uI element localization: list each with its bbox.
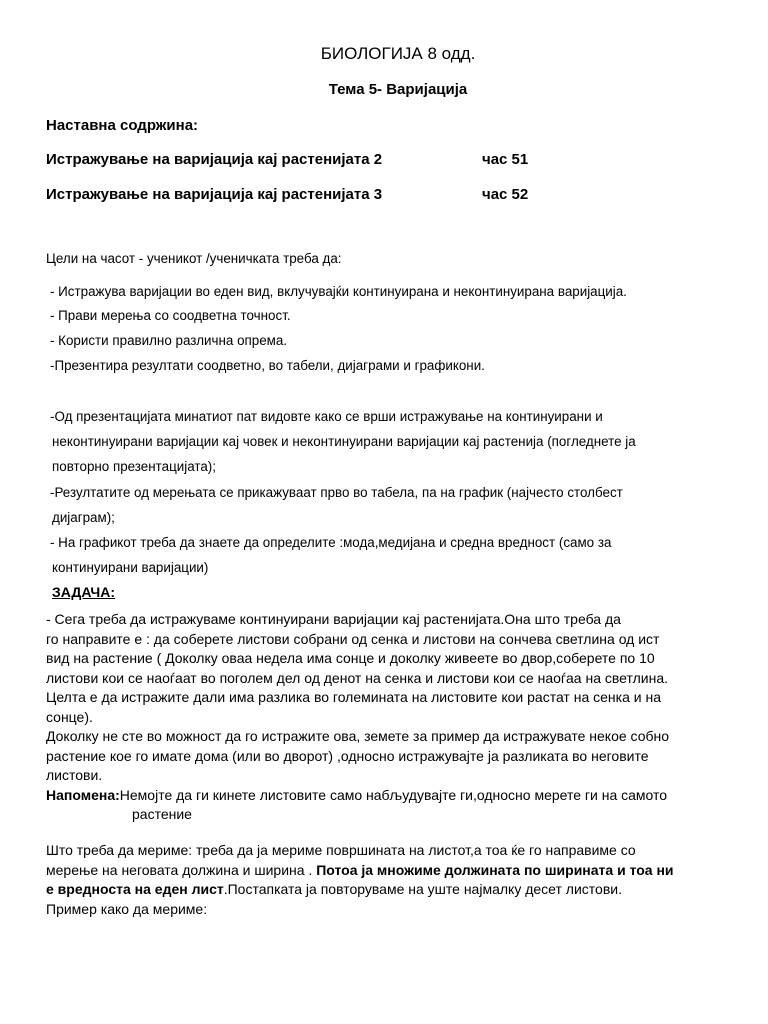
measure-bold-text: е вредноста на еден лист: [46, 881, 224, 897]
document-title: БИОЛОГИЈА 8 одд.: [320, 44, 476, 63]
lesson-title: Истражување на варијација кај растенијата 3: [46, 186, 383, 203]
task-line: листови.: [46, 767, 103, 783]
note-line: повторно презентацијата);: [52, 459, 216, 474]
task-line: листови кои се наоѓаат во поголем дел од денот на сенка и листови кои се наоѓаа на светлина.: [46, 669, 668, 686]
measure-text: мерење на неговата должина и ширина .: [46, 861, 317, 878]
task-line: Целта е да истражите дали има разлика во големината на листовите кои растат на сенка и на: [46, 689, 661, 705]
note-line: неконтинуирани варијации кај човек и неконтинуирани варијации кај растенија (погледнете ја: [52, 434, 636, 449]
measure-body: [46, 841, 746, 919]
document-subtitle: Тема 5- Варијација: [328, 81, 468, 98]
task-line: Доколку не сте во можност да го истражите ова, земете за пример да истражувате некое собно: [46, 728, 670, 744]
lesson-time: час 52: [482, 186, 529, 203]
note-paragraph: [46, 786, 746, 806]
goal-item: - Прави мерења со соодветна точност.: [50, 308, 291, 323]
measure-line: [46, 880, 746, 900]
lesson-time: час 51: [482, 151, 529, 168]
measure-bold-text: Потоа ја множиме должината по ширината и тоа ни: [316, 861, 674, 878]
measure-line: Што треба да мериме: треба да ја мериме површината на листот,а тоа ќе го направиме со: [46, 842, 636, 858]
note-label: Напомена:: [46, 786, 120, 803]
note-line: дијаграм);: [52, 510, 115, 525]
goals-intro: Цели на часот - ученикот /ученичката треба да:: [46, 251, 342, 266]
task-body: [46, 610, 746, 825]
task-line: вид на растение ( Доколку оваа недела има сонце и доколку живеете во двор,соберете по 10: [46, 650, 655, 666]
goal-item: -Презентира резултати соодветно, во табели, дијаграми и графикони.: [50, 358, 485, 373]
task-line: - Сега треба да истражуваме континуирани варијации кај растенијата.Она што треба да: [46, 611, 621, 627]
task-line: сонце).: [46, 708, 93, 725]
task-line: го направите е : да соберете листови собрани од сенка и листови на сончева светлина од ист: [46, 630, 660, 647]
note-line: -Резултатите од мерењата се прикажуваат прво во табела, па на график (најчесто столбест: [50, 485, 623, 500]
measure-text: .Постапката ја повторуваме на уште најмалку десет листови.: [223, 881, 622, 897]
task-heading: ЗАДАЧА:: [52, 584, 116, 600]
measure-line: [46, 861, 746, 881]
measure-example-line: Пример како да мериме:: [46, 900, 208, 917]
goal-item: - Истражува варијации во еден вид, вклучувајќи континуирана и неконтинуирана варијација.: [50, 284, 627, 299]
goal-item: - Користи правилно различна опрема.: [50, 333, 288, 348]
note-line: - На графикот треба да знаете да определите :мода,медијана и средна вредност (само за: [50, 535, 612, 550]
content-heading: Наставна содржина:: [46, 117, 199, 134]
note-text: Немојте да ги кинете листовите само набљудувајте ги,односно мерете ги на самото: [119, 786, 668, 803]
note-line: -Од презентацијата минатиот пат видовте како се врши истражување на континуирани и: [50, 409, 603, 424]
note-continuation: растение: [132, 806, 192, 822]
task-line: растение кое го имате дома (или во дворот) ,односно истражувајте ја разликата во неговите: [46, 747, 649, 764]
note-line: континуирани варијации): [52, 560, 209, 575]
lesson-title: Истражување на варијација кај растенијата 2: [46, 151, 383, 168]
